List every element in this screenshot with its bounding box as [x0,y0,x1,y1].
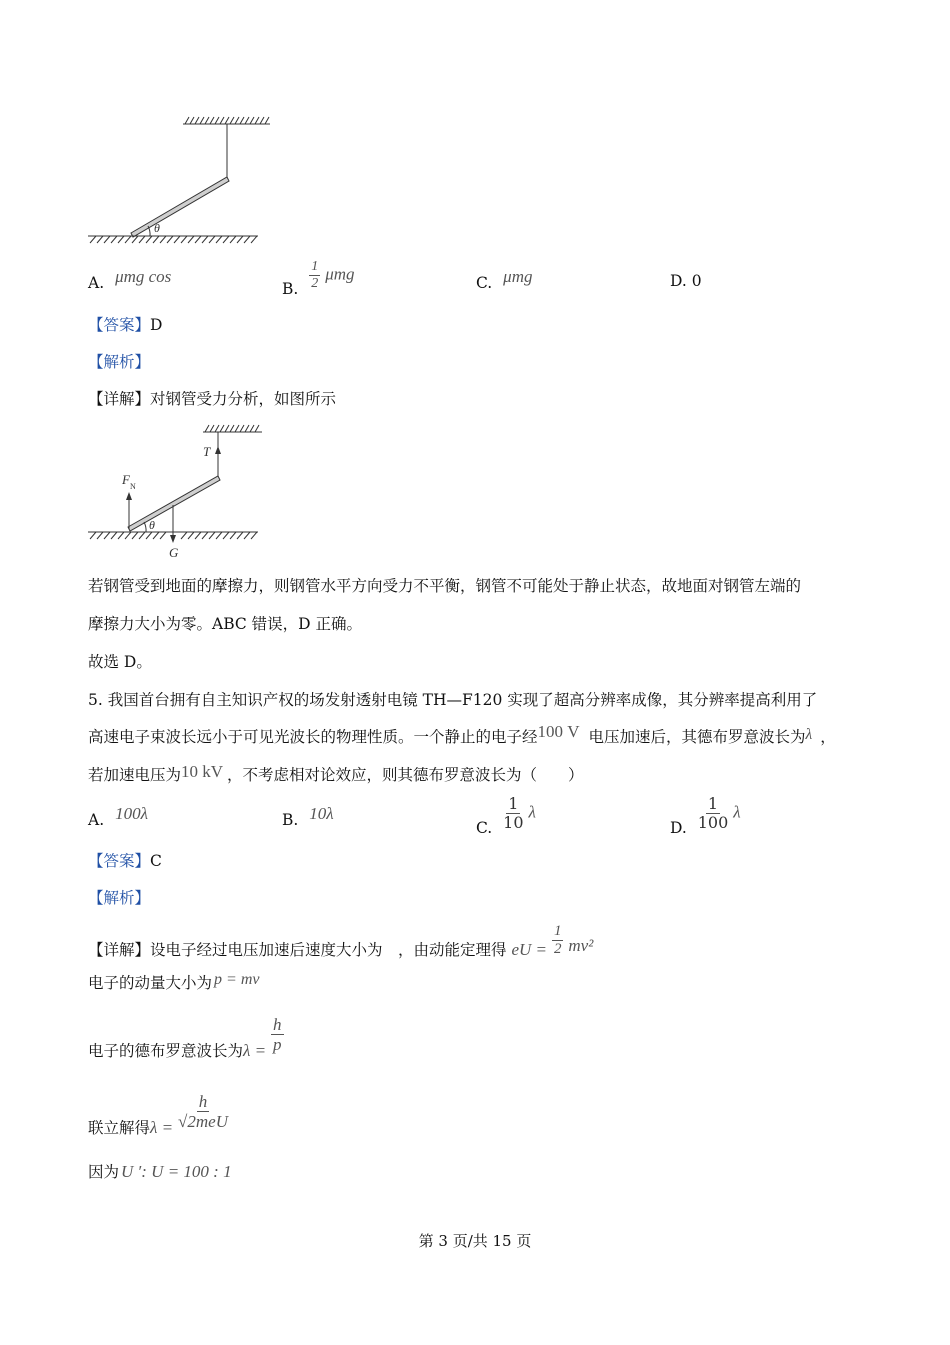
ground-hatch [88,236,258,243]
momentum-line [88,971,260,992]
detail-text: 对钢管受力分析，如图所示 [150,390,337,408]
q5-line2-end: ， [820,728,836,746]
debroglie-text: 电子的德布罗意波长为 [88,1041,244,1060]
gravity-label: G [169,545,179,560]
option-label: C. [476,818,493,837]
q4-option-c [476,267,533,292]
q5-detail [88,924,593,957]
lambda-symbol: λ [733,802,741,822]
option-label: D. [670,818,687,837]
steel-rod [131,177,229,237]
frac-den: 100 [697,813,729,832]
q4-answer [88,318,162,334]
frac-num: 1 [553,923,562,939]
q4-analysis-tag: 【解析】 [88,353,151,371]
answer-value: C [150,852,162,870]
answer-tag: 【答案】 [88,852,151,870]
q5-analysis-tag: 【解析】 [88,889,151,907]
frac-den: 2 [311,276,319,291]
momentum-expr: p = mv [214,971,260,988]
q5-line2 [88,722,836,746]
normal-force-label: $F_N$ [122,472,136,491]
q5-line2-mid: 电压加速后，其德布罗意波长为 [588,728,806,746]
because-text: 因为 [88,1163,120,1181]
angle-arc [144,522,146,532]
because-line [88,1163,232,1181]
frac-num: 1 [311,259,319,274]
lambda-symbol: λ [805,726,813,743]
q5-option-d [670,794,741,837]
frac-num: 1 [707,794,719,813]
gravity-arrow-head [170,535,176,543]
q5-option-c [476,794,536,837]
answer-tag: 【答案】 [88,316,151,334]
q4-expl-line1: 若钢管受到地面的摩擦力，则钢管水平方向受力不平衡，钢管不可能处于静止状态，故地面对钢管左端的 [88,577,802,595]
option-label: A. [88,811,105,829]
solve-left: λ = [150,1117,174,1137]
q5-line3 [88,762,584,784]
page-footer: 第 3 页/共 15 页 [418,1232,532,1250]
ceiling-hatch [183,117,270,124]
eq-right: mv² [568,935,594,955]
q4-option-b [282,259,355,298]
option-label: D. [670,272,687,290]
q5-line3-pre: 若加速电压为 [88,766,182,784]
frac-num: h [273,1015,282,1034]
frac-num: h [198,1092,208,1111]
option-label: B. [282,811,299,829]
q5-option-a [88,804,148,829]
option-expr: μmg [503,267,533,286]
q4-choose: 故选 D。 [88,653,152,671]
option-label: B. [282,279,299,298]
figure-rod-on-ground [80,110,280,250]
frac-den: √2meU [178,1112,228,1131]
q5-line3-end: ，不考虑相对论效应，则其德布罗意波长为（ ） [227,766,584,784]
q5-option-b [282,804,334,829]
lambda-symbol: λ [528,802,536,822]
q4-detail [88,392,336,408]
because-expr: U ′: U = 100 : 1 [121,1162,232,1181]
steel-rod [128,476,220,531]
debroglie-left: λ = [243,1040,267,1060]
tension-label: T [203,444,211,459]
q4-option-d [670,274,702,290]
option-expr: 10λ [309,804,334,823]
option-expr: μmg cos [115,267,172,286]
theta-label: θ [154,221,160,235]
option-label: C. [476,274,493,292]
option-expr: 100λ [115,804,148,823]
eq-left: eU = [511,939,548,959]
ceiling-hatch [203,425,262,432]
q4-expl-line2: 摩擦力大小为零。ABC 错误，D 正确。 [88,615,363,633]
option-expr: μmg [325,264,355,284]
detail-text: 设电子经过电压加速后速度大小为 ，由动能定理得 [150,940,507,959]
solve-text: 联立解得 [88,1118,151,1137]
option-label: A. [88,274,105,292]
tension-arrow-head [215,446,221,454]
frac-num: 1 [508,794,519,813]
normal-force-arrow-head [126,492,132,500]
momentum-text: 电子的动量大小为 [88,974,213,992]
voltage-10kv: 10 kV [181,762,224,781]
answer-value: D [150,316,163,334]
frac-den: 2 [553,941,562,957]
frac-den: p [273,1035,282,1054]
frac-den: 10 [503,813,524,832]
voltage-100v: 100 V [537,722,580,741]
option-value: 0 [691,272,702,290]
q5-answer [88,854,162,870]
theta-label: θ [149,518,155,532]
q5-line1: 5. 我国首台拥有自主知识产权的场发射透射电镜 TH—F120 实现了超高分辨率成像，其分辨率提高利用了 [88,691,818,709]
solve-line [88,1092,228,1137]
detail-tag: 【详解】 [88,940,151,959]
debroglie-line [88,1015,284,1060]
q4-option-a [88,267,172,292]
detail-tag: 【详解】 [88,390,151,408]
q5-line2-pre: 高速电子束波长远小于可见光波长的物理性质。一个静止的电子经 [88,728,538,746]
figure-force-diagram [80,412,280,562]
